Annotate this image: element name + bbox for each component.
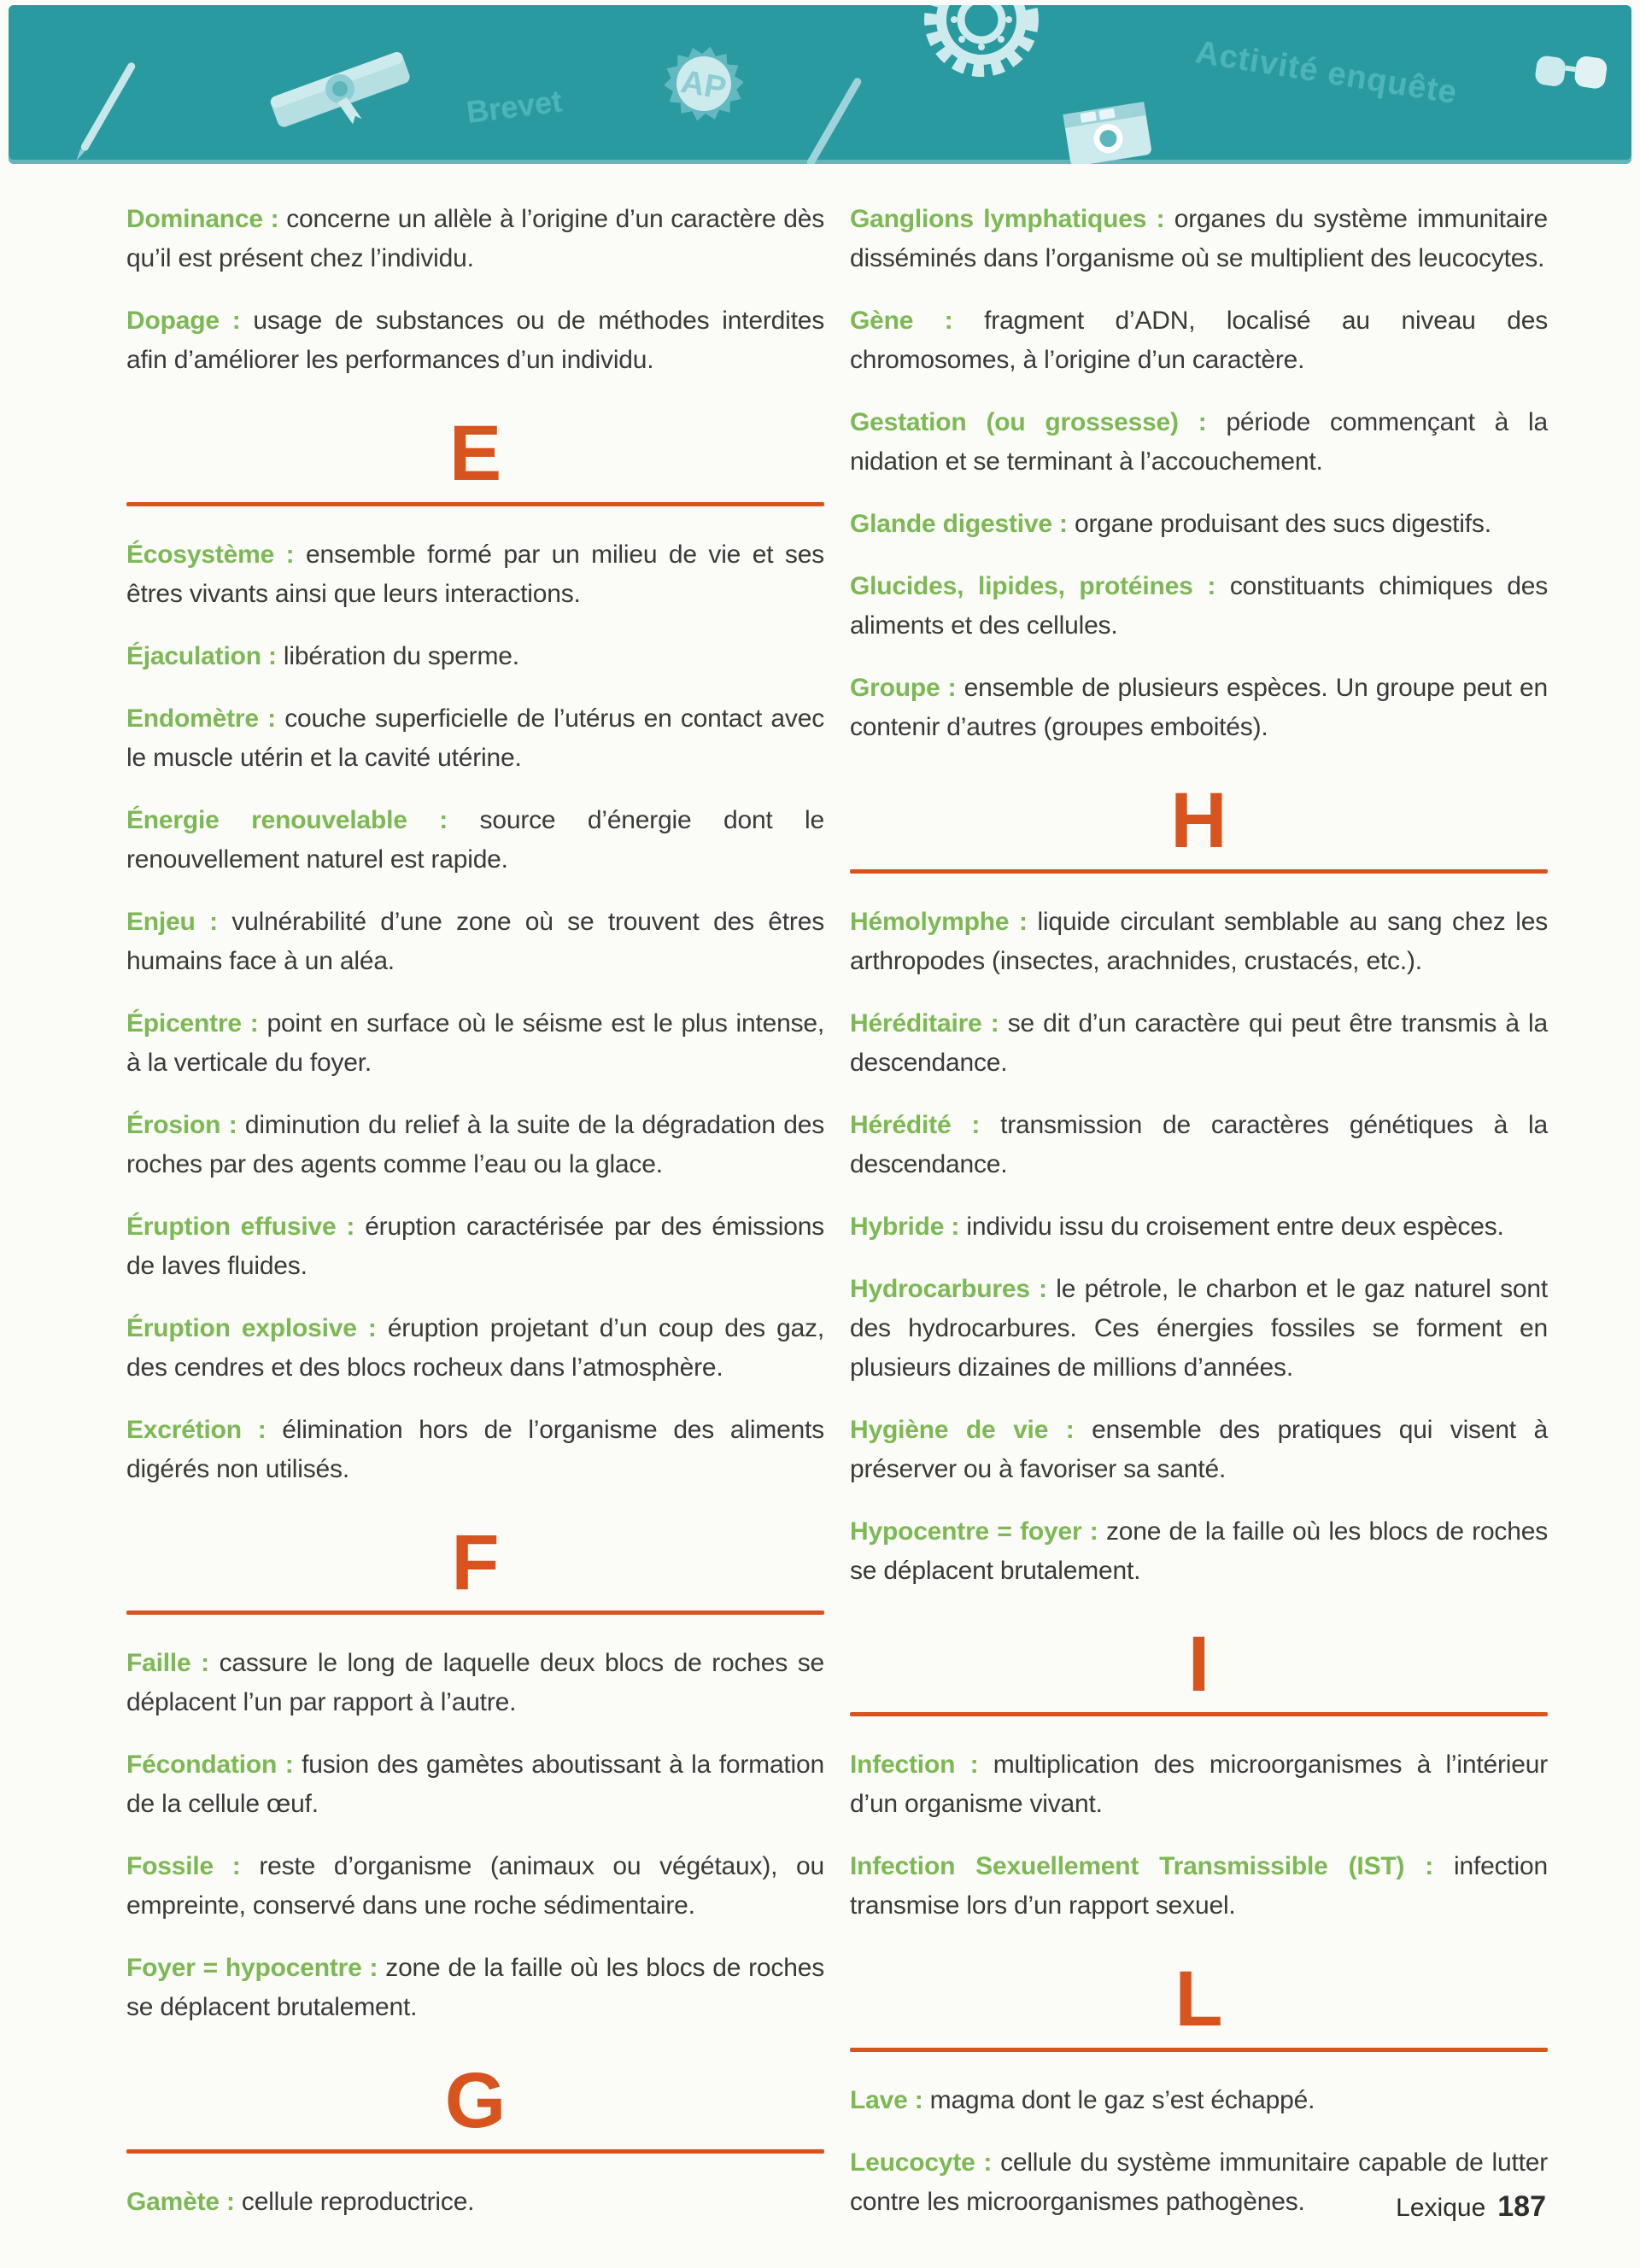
glossary-entry — [850, 567, 1548, 646]
entry-definition: source d’énergie dont le renouvellement naturel est rapide. — [126, 805, 824, 874]
glossary-entry — [850, 2081, 1548, 2120]
entry-definition: magma dont le gaz s’est échappé. — [929, 2085, 1315, 2114]
entry-definition: organes du système immunitaire disséminés dans l’organisme où se multiplient des leucocytes. — [850, 205, 1548, 272]
glossary-entry — [126, 801, 824, 880]
glossary-entry — [126, 1106, 824, 1184]
entry-definition: reste d’organisme (animaux ou végétaux), ou empreinte, conservé dans une roche sédimentaire. — [126, 1852, 824, 1920]
entry-term: Faille : — [126, 1649, 209, 1678]
glossary-entry — [126, 2183, 824, 2222]
entry-definition: liquide circulant semblable au sang chez les arthropodes (insectes, arachnides, crustacés, etc.). — [850, 907, 1548, 975]
entry-definition: période commençant à la nidation et se terminant à l’accouchement. — [850, 408, 1548, 476]
entry-definition: le pétrole, le charbon et le gaz naturel sont des hydrocarbures. Ces énergies fossiles se forment en plusieurs dizaines de millions d’années. — [850, 1274, 1548, 1382]
entry-definition: point en surface où le séisme est le plus intense, à la verticale du foyer. — [126, 1008, 825, 1077]
section-letter: E — [448, 410, 502, 497]
entry-definition: élimination hors de l’organisme des aliments digérés non utilisés. — [126, 1415, 824, 1483]
entry-term: Hygiène de vie : — [850, 1415, 1075, 1444]
pencil-icon — [830, 72, 838, 164]
section-rule — [126, 1610, 824, 1615]
glossary-entry — [850, 669, 1548, 747]
section-heading-L — [850, 1955, 1548, 2052]
entry-term: Hypocentre = foyer : — [850, 1517, 1098, 1546]
entry-term: Gestation (ou grossesse) : — [850, 408, 1207, 436]
glossary-entry — [126, 1949, 824, 2027]
gear-icon — [917, 5, 1046, 88]
camera-icon — [1057, 92, 1160, 164]
entry-definition: cellule du système immunitaire capable de lutter contre les microorganismes pathogènes. — [850, 2148, 1548, 2216]
page-number: 187 — [1497, 2190, 1546, 2223]
entry-term: Glande digestive : — [850, 510, 1068, 538]
entry-definition: éruption caractérisée par des émissions de laves fluides. — [126, 1212, 824, 1280]
entry-definition: libération du sperme. — [283, 641, 519, 670]
section-heading-E — [126, 412, 824, 506]
entry-definition: concerne un allèle à l’origine d’un caractère dès qu’il est présent chez l’individu. — [126, 205, 824, 272]
entry-definition: zone de la faille où les blocs de roches se déplacent brutalement. — [850, 1517, 1548, 1585]
entry-definition: infection transmise lors d’un rapport sexuel. — [850, 1852, 1548, 1920]
glossary-entry — [850, 1004, 1548, 1083]
entry-term: Éruption explosive : — [126, 1313, 377, 1342]
entry-term: Endomètre : — [126, 704, 276, 733]
glossary-entry — [850, 301, 1548, 380]
entry-term: Érosion : — [126, 1110, 237, 1139]
entry-definition: diminution du relief à la suite de la dégradation des roches par des agents comme l’eau ou la glace. — [126, 1110, 824, 1178]
entry-term: Gamète : — [126, 2187, 235, 2216]
section-letter: G — [444, 2057, 507, 2145]
entry-term: Infection Sexuellement Transmissible (IST) : — [850, 1852, 1434, 1881]
glasses-icon — [1531, 50, 1616, 102]
chapter-banner — [9, 5, 1631, 164]
entry-term: Écosystème : — [126, 540, 295, 569]
entry-term: Dopage : — [126, 307, 241, 335]
section-rule — [850, 1712, 1548, 1716]
entry-term: Épicentre : — [126, 1008, 259, 1038]
entry-term: Héréditaire : — [850, 1008, 999, 1038]
entry-definition: éruption projetant d’un coup des gaz, des cendres et des blocs rocheux dans l’atmosphère. — [126, 1313, 824, 1382]
entry-term: Ganglions lymphatiques : — [850, 205, 1165, 233]
entry-definition: cellule reproductrice. — [241, 2187, 475, 2216]
entry-definition: cassure le long de laquelle deux blocs de roches se déplacent l’un par rapport à l’autre. — [126, 1649, 824, 1717]
entry-term: Éjaculation : — [126, 641, 277, 670]
entry-term: Hérédité : — [850, 1110, 981, 1139]
entry-definition: fusion des gamètes aboutissant à la formation de la cellule œuf. — [126, 1751, 824, 1819]
brevet-label: Brevet — [464, 83, 565, 130]
glossary-entry — [850, 1207, 1548, 1247]
section-heading-I — [850, 1620, 1548, 1717]
entry-term: Lave : — [850, 2085, 923, 2114]
entry-definition: ensemble formé par un milieu de vie et ses êtres vivants ainsi que leurs interactions. — [126, 540, 824, 608]
entry-term: Groupe : — [850, 674, 957, 702]
entry-term: Fossile : — [126, 1852, 241, 1881]
entry-term: Gène : — [850, 307, 953, 335]
ap-badge-icon — [665, 44, 743, 127]
entry-definition: ensemble de plusieurs espèces. Un groupe peut en contenir d’autres (groupes emboités). — [850, 674, 1548, 741]
entry-term: Glucides, lipides, protéines : — [850, 572, 1216, 600]
glossary-entry — [126, 1004, 824, 1083]
entry-definition: organe produisant des sucs digestifs. — [1074, 510, 1491, 538]
glossary-entry — [126, 1207, 824, 1286]
entry-term: Énergie renouvelable : — [126, 805, 448, 834]
entry-term: Foyer = hypocentre : — [126, 1954, 378, 1983]
glossary-entry — [126, 1309, 824, 1388]
glossary-entry — [126, 637, 824, 676]
section-heading-H — [850, 777, 1548, 874]
glossary-column-right — [850, 200, 1548, 2245]
section-rule — [850, 869, 1548, 874]
glossary-entry — [850, 1847, 1548, 1926]
glossary-entry — [126, 535, 824, 614]
glossary-entry — [126, 1847, 824, 1926]
glossary-entry — [126, 1644, 824, 1722]
glossary-entry — [126, 301, 824, 380]
glossary-entry — [850, 403, 1548, 482]
entry-definition: vulnérabilité d’une zone où se trouvent des êtres humains face à un aléa. — [126, 907, 824, 975]
entry-definition: transmission de caractères génétiques à la descendance. — [850, 1110, 1548, 1178]
entry-term: Leucocyte : — [850, 2148, 993, 2177]
entry-definition: couche superficielle de l’utérus en contact avec le muscle utérin et la cavité utérine. — [126, 704, 824, 772]
section-heading-G — [126, 2057, 824, 2154]
glossary-entry — [126, 699, 824, 778]
glossary-entry — [126, 200, 824, 278]
section-rule — [850, 2048, 1548, 2052]
section-letter: H — [1170, 777, 1227, 864]
glossary-entry — [850, 1270, 1548, 1388]
entry-term: Dominance : — [126, 205, 279, 233]
glossary-entry — [850, 1106, 1548, 1184]
entry-term: Excrétion : — [126, 1415, 266, 1444]
entry-term: Hydrocarbures : — [850, 1274, 1047, 1303]
glossary-entry — [850, 1411, 1548, 1489]
svg-text:AP: AP — [678, 63, 729, 108]
entry-definition: fragment d’ADN, localisé au niveau des chromosomes, à l’origine d’un caractère. — [850, 307, 1549, 374]
diploma-icon — [255, 38, 425, 144]
entry-term: Infection : — [850, 1751, 979, 1780]
glossary-entry — [126, 1745, 824, 1824]
glossary-entry — [850, 1512, 1548, 1591]
entry-definition: se dit d’un caractère qui peut être transmis à la descendance. — [850, 1008, 1548, 1077]
entry-definition: ensemble des pratiques qui visent à préserver ou à favoriser sa santé. — [850, 1415, 1549, 1483]
glossary-entry — [850, 903, 1548, 981]
section-letter: I — [1187, 1620, 1210, 1708]
section-letter: F — [451, 1518, 500, 1606]
glossary-entry — [126, 1411, 824, 1489]
section-rule — [126, 502, 824, 506]
glossary-entry — [850, 505, 1548, 544]
entry-term: Enjeu : — [126, 907, 218, 936]
activite-enquete-label: Activité enquête — [1192, 34, 1460, 111]
entry-definition: multiplication des microorganismes à l’intérieur d’un organisme vivant. — [850, 1751, 1548, 1819]
footer-section-label: Lexique — [1396, 2194, 1486, 2222]
entry-definition: constituants chimiques des aliments et des cellules. — [850, 572, 1548, 640]
glossary-entry — [126, 903, 824, 981]
entry-term: Hémolymphe : — [850, 907, 1028, 936]
entry-definition: zone de la faille où les blocs de roches se déplacent brutalement. — [126, 1954, 824, 2022]
glossary-entry — [850, 200, 1548, 278]
glossary-entry — [850, 1745, 1548, 1824]
pen-icon — [104, 56, 112, 157]
entry-term: Éruption effusive : — [126, 1212, 355, 1241]
glossary-content — [0, 164, 1640, 2268]
section-rule — [126, 2149, 824, 2154]
entry-definition: usage de substances ou de méthodes interdites afin d’améliorer les performances d’un individu. — [126, 307, 824, 374]
section-heading-F — [126, 1518, 824, 1616]
entry-term: Fécondation : — [126, 1751, 294, 1780]
entry-term: Hybride : — [850, 1212, 960, 1241]
page-footer — [1396, 2190, 1546, 2224]
glossary-column-left — [126, 200, 824, 2245]
section-letter: L — [1174, 1955, 1223, 2043]
entry-definition: individu issu du croisement entre deux espèces. — [966, 1212, 1504, 1241]
